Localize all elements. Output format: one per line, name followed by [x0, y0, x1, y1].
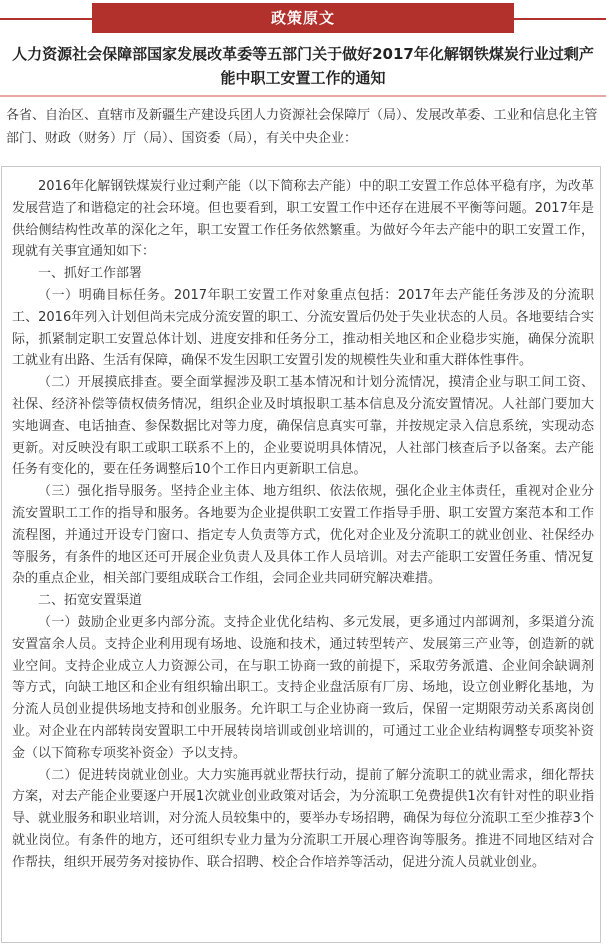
- document-body: [1, 166, 601, 943]
- body-paragraph: （三）强化指导服务。坚持企业主体、地方组织、依法依规，强化企业主体责任，重视对企业分流安置职工工作的指导和服务。各地要为企业提供职工安置工作指导手册、职工安置方案范本和工作流程图，并通过开设专门窗口、指定专人负责等方式，优化对企业及分流职工的就业创业、社保经办等服务，有条件的地区还可开展企业负责人及具体工作人员培训。对去产能职工安置任务重、情况复杂的重点企业，相关部门要组成联合工作组，会同企业共同研究解决难措。: [12, 484, 594, 587]
- document-addressee: 各省、自治区、直辖市及新疆生产建设兵团人力资源社会保障厅（局）、发展改革委、工业和信息化主管部门、财政（财务）厅（局）、国资委（局），有关中央企业：: [6, 108, 598, 146]
- section-header: [0, 0, 606, 38]
- intro-paragraph: 2016年化解钢铁煤炭行业过剩产能（以下简称去产能）中的职工安置工作总体平稳有序，为改革发展营造了和谐稳定的社会环境。但也要看到，职工安置工作中还存在进展不平衡等问题。2017年是供给侧结构性改革的深化之年，职工安置工作任务依然繁重。为做好今年去产能中的职工安置工作，现就有关事宜通知如下：: [12, 179, 594, 260]
- body-paragraph: （一）鼓励企业更多内部分流。支持企业优化结构、多元发展，更多通过内部调剂，多渠道分流安置富余人员。支持企业利用现有场地、设施和技术，通过转型转产、发展第三产业等，创造新的就业空间。支持企业成立人力资源公司，在与职工协商一致的前提下，采取劳务派遣、企业间余缺调剂等方式，向缺工地区和企业有组织输出职工。支持企业盘活原有厂房、场地，设立创业孵化基地，为分流人员创业提供场地支持和创业服务。允许职工与企业协商一致后，保留一定期限劳动关系离岗创业。对企业在内部转岗安置职工中开展转岗培训或创业培训的，可通过工业企业结构调整专项奖补资金（以下简称专项奖补资金）予以支持。: [12, 614, 594, 761]
- section-header-label: 政策原文: [92, 3, 514, 33]
- body-paragraph: （一）明确目标任务。2017年职工安置工作对象重点包括：2017年去产能任务涉及的分流职工、2016年列入计划但尚未完成分流安置的职工、分流安置后仍处于失业状态的人员。各地要结合实际，抓紧制定职工安置总体计划、进度安排和任务分工，推动相关地区和企业稳步实施，确保分流职工就业有出路、生活有保障，确保不发生因职工安置引发的规模性失业和重大群体性事件。: [12, 287, 594, 369]
- body-paragraph: （二）促进转岗就业创业。大力实施再就业帮扶行动，提前了解分流职工的就业需求，细化帮扶方案，对去产能企业要逐户开展1次就业创业政策对话会，为分流职工免费提供1次有针对性的职业指导、就业服务和职业培训，对分流人员较集中的，要举办专场招聘，确保为每位分流职工至少推荐3个就业岗位。有条件的地方，还可组织专业力量为分流职工开展心理咨询等服务。推进不同地区结对合作帮扶，组织开展劳务对接协作、联合招聘、校企合作培养等活动，促进分流人员就业创业。: [12, 767, 594, 870]
- section-heading-2: 二、拓宽安置渠道: [38, 593, 143, 609]
- section-heading-1: 一、抓好工作部署: [38, 266, 143, 282]
- document-title: 人力资源社会保障部国家发展改革委等五部门关于做好2017年化解钢铁煤炭行业过剩产能中职工安置工作的通知: [12, 45, 594, 87]
- body-paragraph: （二）开展摸底排查。要全面掌握涉及职工基本情况和计划分流情况，摸清企业与职工间工资、社保、经济补偿等债权债务情况，组织企业及时填报职工基本信息及分流安置情况。人社部门要加大实地调查、电话抽查、参保数据比对等力度，确保信息真实可靠，并按规定录入信息系统，实现动态更新。对反映没有职工或职工联系不上的，企业要说明具体情况，人社部门核查后予以备案。去产能任务有变化的，要在任务调整后10个工作日内更新职工信息。: [12, 375, 594, 478]
